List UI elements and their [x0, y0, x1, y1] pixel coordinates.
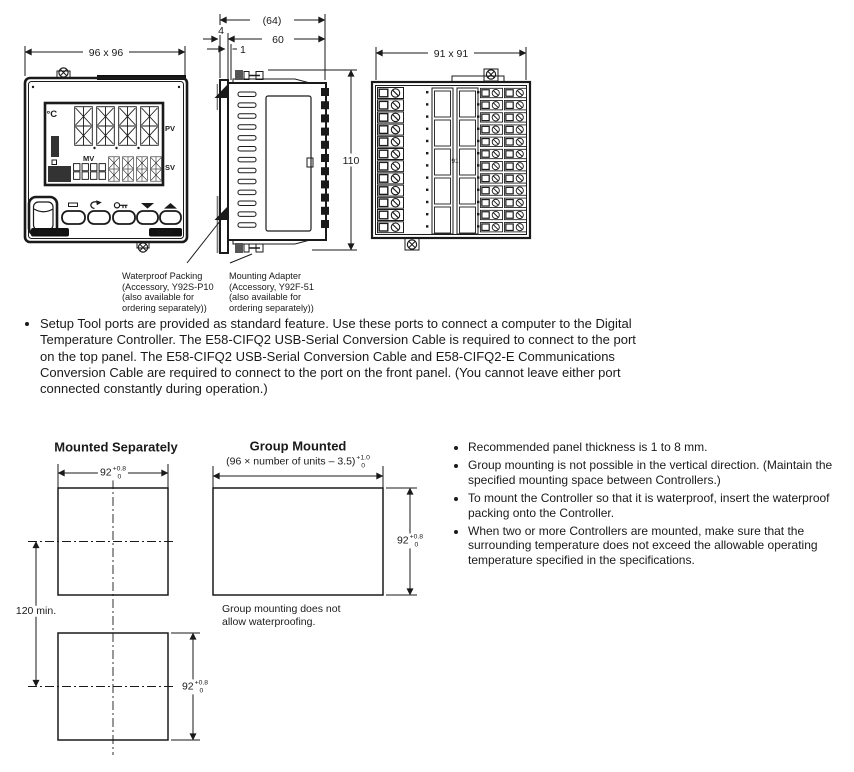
back-dim-label: 91 x 91	[433, 48, 469, 60]
setup-tool-note	[23, 316, 651, 397]
callout-mounting-adapter: Mounting Adapter (Accessory, Y92F-51 (also available for ordering separately))	[229, 271, 314, 314]
front-width-dimension	[25, 45, 185, 76]
side-dim-gap: 1	[240, 44, 246, 56]
front-view-drawing	[25, 45, 187, 252]
mounting-note-item: • When two or more Controllers are mounted, make sure that the surrounding temperature does not exceed the allowable operating temperature specified in the specifications.	[468, 524, 852, 567]
sv-label: SV	[165, 163, 176, 172]
display-indicator-square	[52, 160, 57, 165]
front-top-screw	[57, 68, 70, 78]
back-view-drawing	[372, 47, 530, 251]
up-key	[160, 211, 181, 224]
group-mounting-note: Group mounting does not allow waterproofing.	[222, 603, 341, 629]
side-dim-total-depth: (64)	[262, 15, 282, 27]
mounting-note-item: • Recommended panel thickness is 1 to 8 mm.	[468, 440, 852, 454]
mounting-note-item: • Group mounting is not possible in the vertical direction. (Maintain the specified mounting space between Controllers.)	[468, 458, 852, 487]
mounting-adapter-top	[233, 70, 310, 83]
side-view-drawing	[187, 14, 363, 264]
mode-key	[88, 211, 110, 224]
callout-waterproof-packing: Waterproof Packing (Accessory, Y92S-P10 (also available for ordering separately))	[122, 271, 214, 314]
side-vent-slats	[238, 92, 256, 227]
sv-digits	[108, 157, 161, 181]
setup-tool-note-text: • Setup Tool ports are provided as standard feature. Use these ports to connect a computer to the Digital Temperature Controller. The E58-CIFQ2 USB-Serial Conversion Cable is required to connect to the port on the top panel. The E58-CIFQ2 USB-Serial Conversion Cable and E58-CIFQ2-E Communications Conversion Cable are required to connect to the port on the front panel. (You cannot leave either port connected constantly during operation.)	[40, 316, 651, 397]
mounting-adapter-bottom	[233, 240, 310, 253]
side-dim-body-depth: 60	[272, 34, 284, 46]
terminal-columns-right	[480, 88, 526, 232]
front-display	[45, 103, 163, 185]
mounted-separately-title: Mounted Separately	[54, 439, 178, 455]
front-dim-label: 96 x 96	[88, 47, 124, 59]
panel-cutout-diagrams	[0, 430, 450, 772]
leader-waterproof-packing	[187, 216, 224, 263]
model-label: E5AC	[157, 229, 174, 237]
back-width-dimension	[376, 47, 526, 81]
leader-mounting-adapter	[230, 254, 252, 263]
waterproof-packing-top	[215, 84, 229, 98]
dim-vertical-spacing: 120 min.	[15, 604, 57, 617]
up-key-icon	[164, 203, 177, 209]
dim-group-cutout-height: 92 +0.8 0	[396, 533, 424, 548]
level-key	[62, 211, 85, 224]
group-cutout-rect	[213, 488, 383, 595]
side-dim-height: 110	[342, 155, 360, 167]
mv-label: MV	[83, 154, 95, 163]
back-mold-mark: 91	[451, 158, 459, 165]
dim-group-width-formula: (96 × number of units – 3.5) +1.0 0	[226, 454, 370, 469]
group-mounted-diagram	[213, 466, 417, 595]
mode-key-icon	[91, 200, 102, 208]
mounting-note-item: • To mount the Controller so that it is waterproof, insert the waterproof packing onto the Controller.	[468, 491, 852, 520]
temp-unit-indicator: °C	[46, 109, 58, 120]
side-dim-bezel: 4	[218, 25, 224, 37]
down-key	[137, 211, 158, 224]
display-indicator-block	[48, 166, 71, 182]
display-indicator-bar	[51, 136, 59, 157]
mounting-notes	[452, 440, 852, 571]
dimension-drawings	[0, 0, 854, 316]
group-mounted-title: Group Mounted	[249, 438, 347, 454]
down-key-icon	[141, 203, 154, 209]
shift-key	[113, 211, 135, 224]
dim-cutout-width: 92 +0.8 0	[99, 465, 127, 480]
pv-digits	[75, 107, 159, 150]
dim-cutout-height: 92 +0.8 0	[181, 679, 209, 694]
front-bottom-screw	[137, 242, 149, 252]
brand-chip	[31, 228, 69, 237]
waterproof-packing-bottom	[215, 206, 229, 220]
brand-label: OMRON	[38, 229, 62, 237]
terminal-column-left	[378, 88, 404, 233]
back-bottom-screw	[405, 238, 419, 250]
centerlines	[28, 480, 176, 755]
pv-label: PV	[165, 124, 176, 133]
model-chip	[149, 228, 182, 237]
side-terminal-teeth	[321, 88, 329, 228]
mv-bar-digits	[74, 164, 106, 180]
side-door	[266, 96, 311, 231]
back-option-slots	[432, 88, 478, 234]
front-buttons	[62, 200, 181, 224]
side-door-latch	[307, 158, 313, 167]
back-top-screw	[484, 69, 498, 81]
side-body	[215, 70, 330, 253]
shift-key-icon	[114, 203, 127, 209]
level-key-icon	[69, 203, 78, 207]
